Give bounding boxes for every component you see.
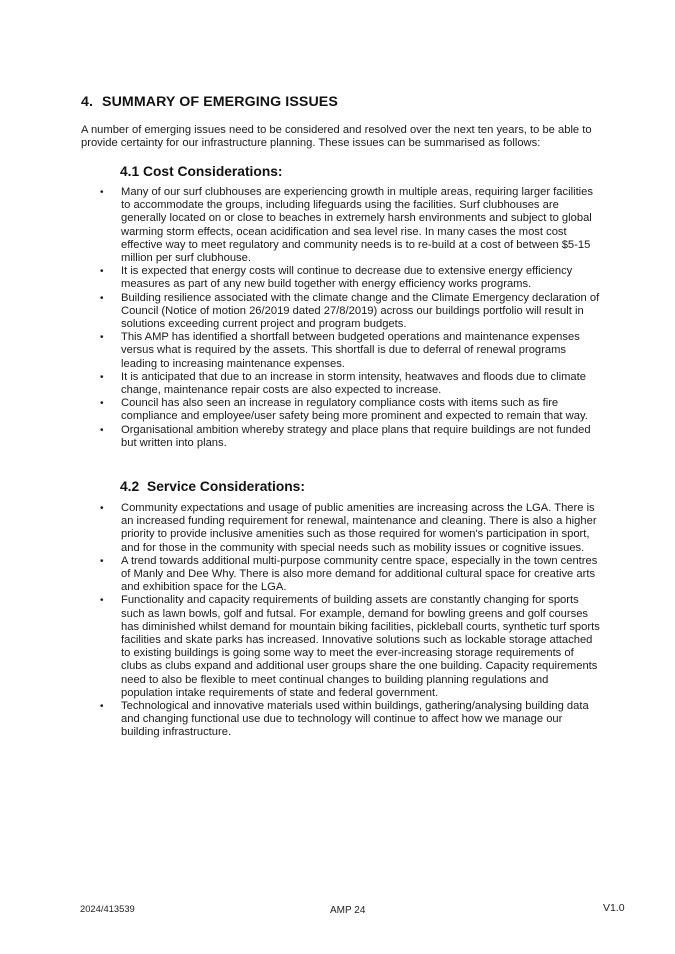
bullet-icon: • <box>100 187 104 198</box>
bullet-icon: • <box>100 424 104 436</box>
bullet-icon: • <box>100 701 104 713</box>
bullet-icon: • <box>100 266 104 278</box>
bullet-icon: • <box>100 555 104 567</box>
list-item-text: Community expectations and usage of public amenities are increasing across the LGA. There is an increased funding requirement for renewal, maintenance and cleaning. There is also a higher priority to provide inclusive amenities such as those required for women's participation in sport, and for those in the community with special needs such as mobility issues or cognitive issues. <box>121 502 597 554</box>
section-heading <box>81 94 338 110</box>
section-title: SUMMARY OF EMERGING ISSUES <box>102 94 338 110</box>
list-item <box>100 186 600 265</box>
list-item-text: It is anticipated that due to an increase in storm intensity, heatwaves and floods due to climate change, maintenance repair costs are also expected to increase. <box>121 370 586 397</box>
subsection-heading-service <box>120 479 305 494</box>
list-item <box>100 397 600 423</box>
bullet-icon: • <box>100 398 104 410</box>
bullet-icon: • <box>100 332 104 344</box>
section-intro: A number of emerging issues need to be considered and resolved over the next ten years, to be able to provide certainty for our infrastructure planning. These issues can be summarised as follows: <box>81 124 592 150</box>
list-item-text: Functionality and capacity requirements of building assets are constantly changing for sports such as lawn bowls, golf and futsal. For example, demand for bowling greens and golf courses has diminished whilst demand for mountain biking facilities, pickleball courts, synthetic turf sports facilities and skate parks has increased. Innovative solutions such as lockable storage attached to existing buildings is going some way to meet the ever-increasing storage requirements of clubs as clubs expand and additional user groups share the one building. Capacity requirements need to also be flexible to meet continual changes to building planning regulations and population intake requirements of state and federal government. <box>121 594 600 699</box>
list-item <box>100 424 600 450</box>
bullet-icon: • <box>100 595 104 607</box>
list-item <box>100 555 600 595</box>
bullet-icon: • <box>100 503 104 514</box>
footer-doc-name: AMP 24 <box>330 905 366 916</box>
list-item-text: Organisational ambition whereby strategy and place plans that require buildings are not funded but written into plans. <box>121 423 591 449</box>
section-number: 4. <box>81 94 94 110</box>
list-item <box>100 502 600 555</box>
list-item-text: It is expected that energy costs will continue to decrease due to extensive energy efficiency measures as part of any new build together with energy efficiency works programs. <box>121 265 573 291</box>
list-item-text: Building resilience associated with the climate change and the Climate Emergency declaration of Council (Notice of motion 26/2019 dated 27/8/2019) across our buildings portfolio will result in solutions exceeding current project and program budgets. <box>121 291 600 331</box>
footer-doc-reference: 2024/413539 <box>80 903 135 914</box>
list-item-text: Technological and innovative materials used within buildings, gathering/analysing building data and changing functional use due to technology will continue to affect how we manage our building infrastructure. <box>121 700 589 739</box>
bullet-icon: • <box>100 371 104 383</box>
cost-considerations-list <box>100 186 600 450</box>
subsection-heading-cost <box>120 164 283 179</box>
subsection-number: 4.1 <box>120 164 140 179</box>
list-item <box>100 371 600 397</box>
list-item-text: A trend towards additional multi-purpose community centre space, especially in the town centres of Manly and Dee Why. There is also more demand for additional cultural space for creative arts and exhibition space for the LGA. <box>121 554 598 594</box>
bullet-icon: • <box>100 292 104 304</box>
subsection-title: Cost Considerations: <box>143 164 283 179</box>
list-item-text: Council has also seen an increase in regulatory compliance costs with items such as fire compliance and employee/user safety being more prominent and expected to remain that way. <box>121 397 588 423</box>
list-item <box>100 331 600 371</box>
footer-version: V1.0 <box>603 902 625 914</box>
list-item <box>100 700 600 740</box>
subsection-title: Service Considerations: <box>147 479 305 494</box>
service-considerations-list <box>100 502 600 740</box>
list-item-text: Many of our surf clubhouses are experiencing growth in multiple areas, requiring larger facilities to accommodate the groups, including lifeguards using the facilities. Surf clubhouses are generally located on or close to beaches in extremely harsh environments and subject to global warming storm effects, ocean acidification and sea level rise. In many cases the most cost effective way to meet regulatory and community needs is to re-build at a cost of between $5-15 million per surf clubhouse. <box>121 186 593 265</box>
list-item <box>100 265 600 291</box>
list-item-text: This AMP has identified a shortfall between budgeted operations and maintenance expenses versus what is required by the assets. This shortfall is due to deferral of renewal programs leading to increasing maintenance expenses. <box>121 331 580 370</box>
list-item <box>100 292 600 332</box>
list-item <box>100 594 600 700</box>
subsection-number: 4.2 <box>120 479 140 494</box>
